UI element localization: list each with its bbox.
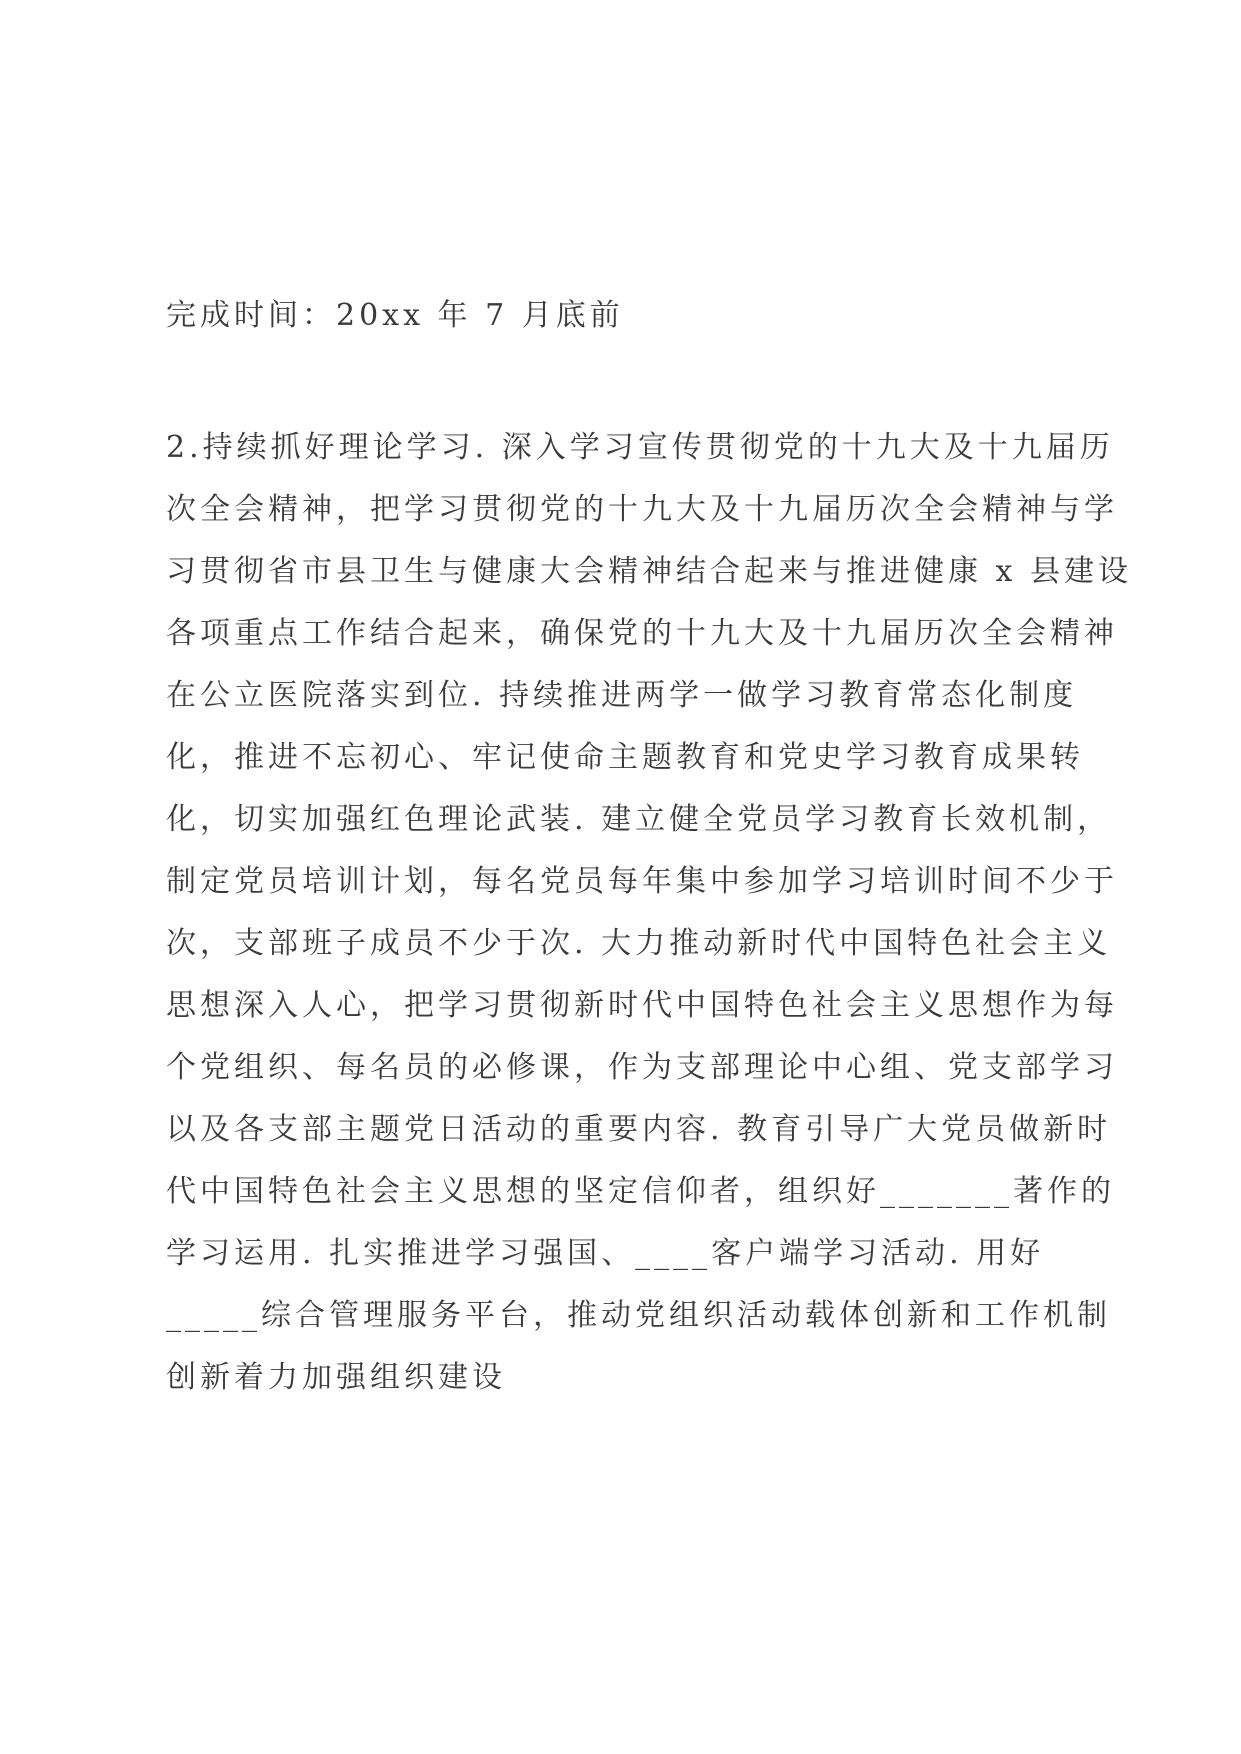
paragraph-line-15: _____综合管理服务平台，推动党组织活动载体创新和工作机制	[166, 1298, 1111, 1333]
paragraph-line-10: 思想深入人心，把学习贯彻新时代中国特色社会主义思想作为每	[166, 988, 1118, 1023]
paragraph-line-12: 以及各支部主题党日活动的重要内容. 教育引导广大党员做新时	[166, 1112, 1112, 1147]
paragraph-line-5: 在公立医院落实到位. 持续推进两学一做学习教育常态化制度	[166, 678, 1078, 713]
paragraph-line-11: 个党组织、每名员的必修课，作为支部理论中心组、党支部学习	[166, 1050, 1118, 1085]
paragraph-line-16: 创新着力加强组织建设	[166, 1360, 506, 1395]
paragraph-line-1: 2.持续抓好理论学习. 深入学习宣传贯彻党的十九大及十九届历	[166, 430, 1114, 465]
paragraph-line-8: 制定党员培训计划，每名党员每年集中参加学习培训时间不少于	[166, 864, 1118, 899]
paragraph-line-3: 习贯彻省市县卫生与健康大会精神结合起来与推进健康 x 县建设	[166, 554, 1132, 589]
paragraph-line-13: 代中国特色社会主义思想的坚定信仰者，组织好_______著作的	[166, 1174, 1115, 1209]
paragraph-line-14: 学习运用. 扎实推进学习强国、____客户端学习活动. 用好	[166, 1236, 1045, 1271]
paragraph-line-4: 各项重点工作结合起来，确保党的十九大及十九届历次全会精神	[166, 616, 1118, 651]
paragraph-line-6: 化，推进不忘初心、牢记使命主题教育和党史学习教育成果转	[166, 740, 1084, 775]
paragraph-line-7: 化，切实加强红色理论武装. 建立健全党员学习教育长效机制，	[166, 802, 1112, 837]
completion-time-line: 完成时间：20xx 年 7 月底前	[166, 298, 624, 333]
paragraph-line-2: 次全会精神，把学习贯彻党的十九大及十九届历次全会精神与学	[166, 492, 1118, 527]
paragraph-line-9: 次，支部班子成员不少于次. 大力推动新时代中国特色社会主义	[166, 926, 1112, 961]
